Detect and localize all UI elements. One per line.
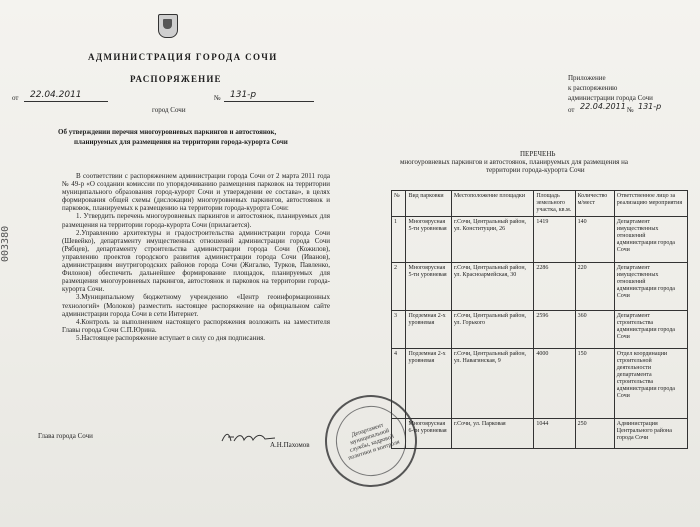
- cell: 3: [392, 311, 406, 349]
- subject-line1: Об утверждении перечня многоуровневых паркингов и автостоянок,: [58, 128, 277, 136]
- header-cell: Количество м/мест: [575, 191, 614, 217]
- header-cell: Площадь земельного участка, кв.м.: [534, 191, 575, 217]
- cell: 150: [575, 349, 614, 419]
- header-cell: №: [392, 191, 406, 217]
- cell: 2286: [534, 263, 575, 311]
- list-title: ПЕРЕЧЕНЬ: [520, 150, 556, 158]
- cell: 140: [575, 217, 614, 263]
- table-row: [392, 311, 688, 349]
- cell: 2596: [534, 311, 575, 349]
- cell: г.Сочи, Центральный район, ул. Конституции, 26: [451, 217, 534, 263]
- cell: Подземная 2-х уровневая: [406, 349, 451, 419]
- order-title: РАСПОРЯЖЕНИЕ: [130, 74, 222, 84]
- cell: Многоярусная 5-ти уровневая: [406, 263, 451, 311]
- signer-name: А.Н.Пахомов: [270, 441, 310, 449]
- city-label: город Сочи: [152, 106, 186, 114]
- table-header-row: [392, 191, 688, 217]
- appendix-date-value: 22.04.2011: [580, 102, 626, 111]
- stamp-text: Департамент муниципальной службы, кадровой политики и контроля: [327, 397, 415, 485]
- cell: 360: [575, 311, 614, 349]
- appendix-date-prefix: от: [568, 106, 575, 114]
- number-value: 131-р: [230, 90, 257, 100]
- header-cell: Вид парковки: [406, 191, 451, 217]
- cell: 1: [392, 217, 406, 263]
- appendix-line3: администрации города Сочи: [568, 94, 653, 102]
- cell: 220: [575, 263, 614, 311]
- cell: 4000: [534, 349, 575, 419]
- order-body: [62, 172, 330, 342]
- cell: г.Сочи, Центральный район, ул. Навагинская, 9: [451, 349, 534, 419]
- cell: Департамент строительства администрации города Сочи: [614, 311, 687, 349]
- coat-of-arms-icon: [158, 14, 178, 38]
- cell: Подземная 2-х уровневая: [406, 311, 451, 349]
- number-prefix: №: [214, 94, 221, 102]
- table-row: [392, 419, 688, 449]
- cell: г.Сочи, Центральный район, ул. Горького: [451, 311, 534, 349]
- cell: г.Сочи, Центральный район, ул. Красноармейская, 30: [451, 263, 534, 311]
- cell: Департамент имущественных отношений администрации города Сочи: [614, 263, 687, 311]
- parking-table: [391, 190, 688, 449]
- registration-number: 003380: [0, 225, 11, 262]
- paragraph-5: 4.Контроль за выполнением настоящего распоряжения возложить на заместителя Главы города Сочи С.П.Юрина.: [62, 317, 330, 334]
- header-cell: Ответственное лицо за реализацию мероприятия: [614, 191, 687, 217]
- paragraph-2: 1. Утвердить перечень многоуровневых паркингов и автостоянок, планируемых для размещения на территории города-курорта Сочи (прилагается).: [62, 212, 330, 229]
- paragraph-1: В соответствии с распоряжением администрации города Сочи от 2 марта 2011 года № 49-р «О создании комиссии по упорядочиванию размещения парковок на территории муниципального образования город-курорт Сочи и утверждении ее состава», в целях формирования общей схемы (дислокации) многоуровневых паркингов, автостоянок и парковок, планируемых к размещению на территории города-курорта Сочи:: [62, 172, 330, 213]
- appendix-line1: Приложение: [568, 74, 606, 82]
- list-subtitle-1: многоуровневых паркингов и автостоянок, планируемых для размещения на: [400, 158, 628, 166]
- admin-title: АДМИНИСТРАЦИЯ ГОРОДА СОЧИ: [88, 52, 278, 62]
- cell: 1044: [534, 419, 575, 449]
- signer-position: Глава города Сочи: [38, 432, 93, 440]
- cell: г.Сочи, ул. Парковая: [451, 419, 534, 449]
- cell: Многоярусная 5-ти уровневая: [406, 217, 451, 263]
- date-prefix: от: [12, 94, 19, 102]
- number-underline: [224, 101, 314, 102]
- table-row: [392, 349, 688, 419]
- date-value: 22.04.2011: [30, 90, 82, 100]
- cell: 1419: [534, 217, 575, 263]
- paragraph-6: 5.Настоящее распоряжение вступает в силу со дня подписания.: [76, 333, 266, 342]
- appendix-line2: к распоряжению: [568, 84, 618, 92]
- cell: Отдел координации строительной деятельности департамента строительства администрации города Сочи: [614, 349, 687, 419]
- cell: 2: [392, 263, 406, 311]
- list-subtitle-2: территории города-курорта Сочи: [486, 166, 585, 174]
- cell: Администрация Центрального района города Сочи: [614, 419, 687, 449]
- cell: Многоярусная 6-ти уровневая: [406, 419, 451, 449]
- appendix-number-value: 131-р: [638, 102, 662, 111]
- cell: Департамент имущественных отношений администрации города Сочи: [614, 217, 687, 263]
- paragraph-4: 3.Муниципальному бюджетному учреждению «Центр геоинформационных технологий» (Молоков) разместить настоящее распоряжение на официальном сайте администрации города Сочи в сети Интернет.: [62, 293, 330, 318]
- header-cell: Местоположение площадки: [451, 191, 534, 217]
- paragraph-3: 2.Управлению архитектуры и градостроительства администрации города Сочи (Шевейко), департаменту имущественных отношений администрации города Сочи (Рябцев), департаменту строительства администрации города Сочи (Кожилов), управлению проектов городского развития администрации города Сочи (Иванов), администрациям внутригородских районов города Сочи (Жигалко, Турков, Павленко, Филонов) обеспечить дальнейшее формирование площадок, планируемых для размещения многоуровневых паркингов, автостоянок и парковок на территории города-курорта Сочи.: [62, 228, 330, 294]
- table-row: [392, 263, 688, 311]
- appendix-number-prefix: №: [627, 106, 634, 114]
- date-underline: [24, 101, 108, 102]
- table-row: [392, 217, 688, 263]
- cell: [392, 419, 406, 449]
- subject-line2: планируемых для размещения на территории города-курорта Сочи: [74, 138, 288, 146]
- cell: 4: [392, 349, 406, 419]
- cell: 250: [575, 419, 614, 449]
